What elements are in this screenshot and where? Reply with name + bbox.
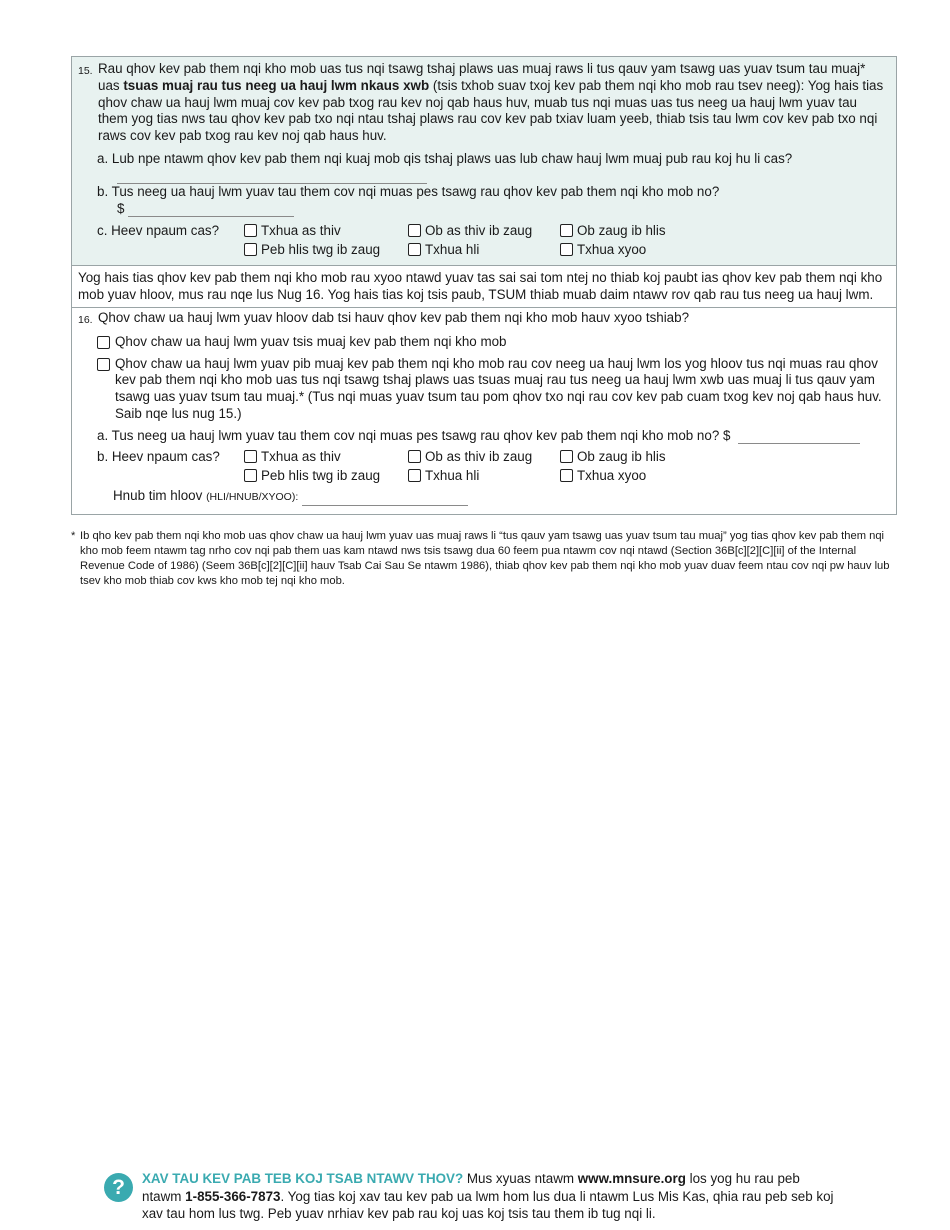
question-15b [97, 183, 886, 217]
employer-coverage-form [71, 56, 897, 515]
option-biweekly[interactable]: Ob as thiv ib zaug [408, 448, 560, 466]
question-15 [78, 61, 886, 145]
question-icon: ? [104, 1173, 133, 1202]
option-monthly[interactable]: Txhua hli [408, 467, 560, 485]
website-link[interactable]: www.mnsure.org [577, 1171, 686, 1186]
option-change-coverage[interactable]: Qhov chaw ua hauj lwm yuav pib muaj kev pab them nqi kho mob rau cov neeg ua hauj lwm los yog hloov tus nqi muas rau qhov kev pab them nqi kho mob uas tus nqi tsawg tshaj plaws uas tsuas muaj rau tus neeg ua hauj lwm xwb uas muaj li tus qauv yam tsawg uas yuav tsum tau muaj.* (Tus nqi muas yuav tsum tau pom qhov txo nqi rau cov kev pab cuam txog kev noj qab haus huv. Saib nqe lus nug 15.) [97, 356, 886, 423]
option-no-coverage[interactable]: Qhov chaw ua hauj lwm yuav tsis muaj kev pab them nqi kho mob [97, 334, 886, 351]
question-16b-label: b. Heev npaum cas? [97, 448, 220, 464]
option-quarterly[interactable]: Peb hlis twg ib zaug [244, 241, 408, 259]
checkbox[interactable] [244, 243, 257, 256]
help-text: XAV TAU KEV PAB TEB KOJ TSAB NTAWV THOV? Mus xyuas ntawm www.mnsure.org los yog hu rau peb ntawm 1-855-366-7873. Yog tias koj xav tau kev pab ua lwm hom lus dua li ntawm Lus Mis Kas, qhia rau peb seb koj xav tau hom lus twg. Peb yuav nrhiav kev pab rau koj uas koj tsis tau them ib tug nqi li. [142, 1171, 834, 1222]
dollar-sign: $ [117, 200, 125, 216]
option-quarterly[interactable]: Peb hlis twg ib zaug [244, 467, 408, 485]
checkbox[interactable] [244, 469, 257, 482]
checkbox[interactable] [408, 243, 421, 256]
checkbox[interactable] [560, 469, 573, 482]
question-16 [78, 310, 886, 329]
premium-amount-field[interactable] [128, 204, 294, 217]
option-monthly[interactable]: Txhua hli [408, 241, 560, 259]
help-banner [104, 1170, 834, 1223]
change-date-field[interactable] [302, 493, 468, 506]
option-weekly[interactable]: Txhua as thiv [244, 448, 408, 466]
frequency-options-15 [244, 222, 720, 259]
change-date [113, 487, 886, 506]
question-16a-label: a. Tus neeg ua hauj lwm yuav tau them cov nqi muas pes tsawg rau qhov kev pab them nqi kho mob no? $ [97, 427, 731, 443]
question-16a [97, 427, 886, 444]
footnote [71, 529, 895, 589]
question-15a-label: a. Lub npe ntawm qhov kev pab them nqi kuaj mob qis tshaj plaws uas lub chaw hauj lwm muaj pub rau koj hu li cas? [97, 150, 793, 166]
question-15b-label: b. Tus neeg ua hauj lwm yuav tau them cov nqi muas pes tsawg rau qhov kev pab them nqi kho mob no? [97, 183, 720, 199]
help-heading: XAV TAU KEV PAB TEB KOJ TSAB NTAWV THOV? [142, 1171, 464, 1186]
checkbox[interactable] [244, 224, 257, 237]
question-15c-label: c. Heev npaum cas? [97, 222, 220, 238]
checkbox[interactable] [244, 450, 257, 463]
question-16-number: 16. [78, 313, 93, 326]
question-16b [97, 448, 886, 485]
checkbox[interactable] [408, 450, 421, 463]
footnote-marker: * [71, 530, 76, 542]
checkbox[interactable] [97, 336, 110, 349]
question-15-section [72, 57, 896, 266]
question-15-text: Rau qhov kev pab them nqi kho mob uas tus nqi tsawg tshaj plaws uas muaj raws li tus qauv yam tsawg uas yuav tsum tau muaj* uas tsuas muaj rau tus neeg ua hauj lwm nkaus xwb (tsis txhob suav txoj kev pab them nqi kho mob rau tsev neeg): Yog hais tias qhov chaw ua hauj lwm muaj cov kev pab txog rau kev noj qab haus huv, muab tus nqi muas uas tus neeg ua hauj lwm yuav tau them yog tias nws tau qhov kev pab txo nqi ntau tshaj plaws rau cov kev pab txiav luam yeeb, thiab tsis tau lwm cov kev pab txo nqi raws cov kev pab txog rau kev noj qab haus huv. [98, 61, 884, 144]
question-15c [97, 222, 886, 259]
option-twice-monthly[interactable]: Ob zaug ib hlis [560, 222, 720, 240]
checkbox[interactable] [560, 450, 573, 463]
checkbox[interactable] [97, 358, 110, 371]
instruction-note: Yog hais tias qhov kev pab them nqi kho mob rau xyoo ntawd yuav tas sai sai tom ntej no thiab koj paubt ias qhov kev pab them nqi kho mob yuav hloov, mus rau nqe lus Nug 16. Yog hais tias koj tsis paub, TSUM thiab muab daim ntawv rov qab rau tus neeg ua hauj lwm. [72, 266, 896, 308]
question-16-text: Qhov chaw ua hauj lwm yuav hloov dab tsi hauv qhov kev pab them nqi kho mob hauv xyoo tshiab? [98, 309, 690, 325]
option-weekly[interactable]: Txhua as thiv [244, 222, 408, 240]
question-16-section [72, 308, 896, 514]
option-yearly[interactable]: Txhua xyoo [560, 241, 720, 259]
option-yearly[interactable]: Txhua xyoo [560, 467, 720, 485]
option-biweekly[interactable]: Ob as thiv ib zaug [408, 222, 560, 240]
checkbox[interactable] [408, 469, 421, 482]
question-15-number: 15. [78, 65, 93, 77]
change-date-hint: (HLI/HNUB/XYOO): [206, 490, 299, 503]
option-twice-monthly[interactable]: Ob zaug ib hlis [560, 448, 720, 466]
checkbox[interactable] [560, 243, 573, 256]
frequency-options-16 [244, 448, 720, 485]
question-15a [97, 150, 886, 181]
footnote-text: Ib qho kev pab them nqi kho mob uas qhov chaw ua hauj lwm yuav uas muaj raws li “tus qauv yam tsawg uas yuav tsum tau muaj” yog tias qhov kev pab them nqi kho mob feem ntawm tag nrho cov nqi pab them uas kam ntawd nws tsis tsawg dua 60 feem pua ntawm cov nqi ntawd (Section 36B[c][2][C][ii] of the Internal Revenue Code of 1986) (Seem 36B[c][2][C][ii] hauv Tsab Cai Sau Se ntawm 1986), thiab qhov kev pab them nqi kho mob yuav duav feem ntau cov nqi pw hauv lub tsev kho mob thiab cov kws kho mob tej nqi kho mob. [80, 530, 890, 587]
checkbox[interactable] [408, 224, 421, 237]
change-date-label: Hnub tim hloov [113, 487, 203, 503]
checkbox[interactable] [560, 224, 573, 237]
phone-number[interactable]: 1-855-366-7873 [185, 1188, 281, 1204]
new-premium-amount-field[interactable] [738, 431, 860, 444]
